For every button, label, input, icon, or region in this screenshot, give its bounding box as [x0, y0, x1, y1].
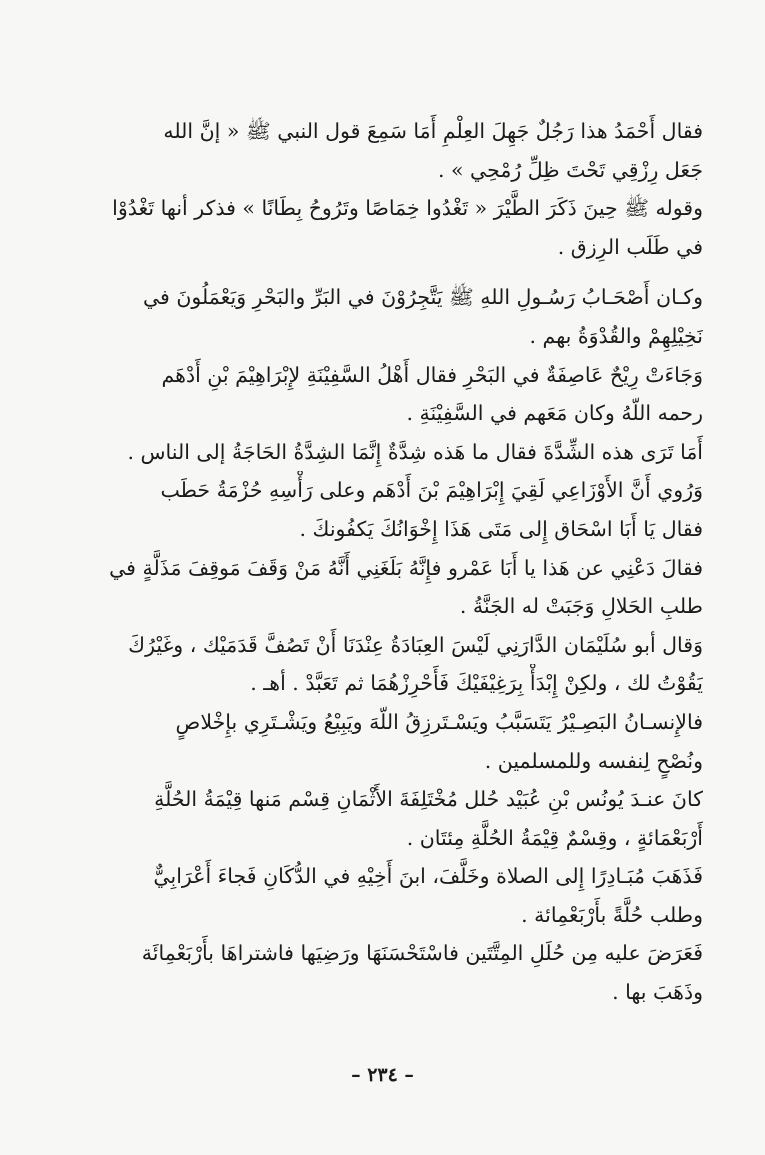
- text-line: نَخِيْلِهِمْ والقُدْوَةُ بهم .: [529, 323, 703, 348]
- text-line: فقال يَا أَبَا اسْحَاق إِلى مَتَى هَذَا إِخْوَانُكَ يَكفُونكَ .: [299, 516, 703, 541]
- text-line: وَقال أبو سُلَيْمَان الدَّارَنِي لَيْسَ العِبَادَةُ عِنْدَنَا أَنْ تَصُفَّ قَدَمَيْك ، وغَيْرُكَ: [128, 632, 703, 657]
- text-line: فَعَرَضَ عليه مِن حُلَلِ المِتَّتَين فاسْتَحْسَنَهَا ورَضِيَها فاشتراهَا بأَرْبَعْمِائَة: [141, 941, 703, 966]
- text-line: وذَهَبَ بها .: [612, 980, 703, 1005]
- text-line: فَذَهَبَ مُبَـادِرًا إِلى الصلاة وخَلَّفَ، ابنَ أَخِيْهِ في الدُّكَانِ فَجاءَ أَعْرَابِيٌّ: [153, 864, 703, 889]
- text-line: فالإِنسـانُ البَصِـيْرُ يَتَسَبَّبُ ويَسْـتَرزِقُ اللّهَ ويَبِيْعُ ويَشْـتَرِي بإِخْلاصٍ: [175, 709, 703, 734]
- text-line: فقال أَحْمَدُ هذا رَجُلٌ جَهِلَ العِلْمِ أَمَا سَمِعَ قول النبي ﷺ « إنَّ الله: [163, 119, 703, 143]
- text-line: رحمه اللّهُ وكان مَعَهم في السَّفِيْنَةِ .: [406, 401, 703, 426]
- text-line: وَرُوي أَنَّ الأَوْزَاعِي لَقِيَ إِبْرَاهِيْمَ بْنَ أَدْهَم وعلى رَأْسِهِ حُزْمَةُ حَطَب: [160, 478, 703, 503]
- text-line: وطلب حُلَّةً بأَرْبَعْمِائة .: [521, 902, 703, 927]
- text-line: جَعَل رِزْقِي تَحْتَ ظِلِّ رُمْحِي » .: [437, 157, 703, 182]
- text-line: وَجَاءَتْ رِيْحٌ عَاصِفَةٌ في البَحْرِ فقال أَهْلُ السَّفِيْنَةِ لإِبْرَاهِيْمَ بْنِ أَدْهَم: [161, 362, 703, 387]
- body-text: [85, 112, 703, 1012]
- text-line: كانَ عنـدَ يُونُس بْنِ عُبَيْد حُلل مُخْتَلِفَةَ الأَثْمَانِ قِسْم مَنها قِيْمَةُ الحُلَّةِ: [154, 787, 703, 812]
- text-line: أَمَا تَرَى هذه الشِّدَّةَ فقال ما هَذه شِدَّةٌ إِنَّمَا الشِدَّةُ الحَاجَةُ إلى الناس .: [127, 439, 703, 464]
- page-number: – ٢٣٤ –: [351, 1064, 414, 1086]
- text-line: يَقُوْتُ لك ، ولكِنْ إِبْدَأْ بِرَغِيْفَيْكَ فَأَحْرِزْهُمَا ثم تَعَبَّدْ . أهـ .: [250, 671, 703, 696]
- text-line: ونُصْحٍ لِنفسه وللمسلمين .: [484, 748, 703, 773]
- text-line: في طَلَب الرِزق .: [557, 234, 703, 259]
- text-line: وقوله ﷺ حِينَ ذَكَرَ الطَّيْرَ « تَغْدُوا خِمَاصًا وتَرُوحُ بِطَانًا » فذكر أنها تَغْدُوْا: [112, 196, 703, 221]
- text-line: فقالَ دَعْنِي عن هَذا يا أَبَا عَمْرو فإِنَّهُ بَلَغَنِي أَنَّهُ مَنْ وَقَفَ مَوقِفَ مَذَلَّةٍ في: [109, 555, 703, 580]
- text-line: أَرْبَعْمَائةٍ ، وقِسْمٌ قِيْمَةُ الحُلَّةِ مِئتَان .: [406, 825, 703, 850]
- text-line: وكـان أَصْحَـابُ رَسُـولِ اللهِ ﷺ يَتَّجِرُوْنَ في البَرِّ والبَحْرِ وَيَعْمَلُونَ في: [142, 285, 703, 310]
- text-line: طلبِ الحَلالِ وَجَبَتْ له الجَنَّةُ .: [459, 594, 703, 619]
